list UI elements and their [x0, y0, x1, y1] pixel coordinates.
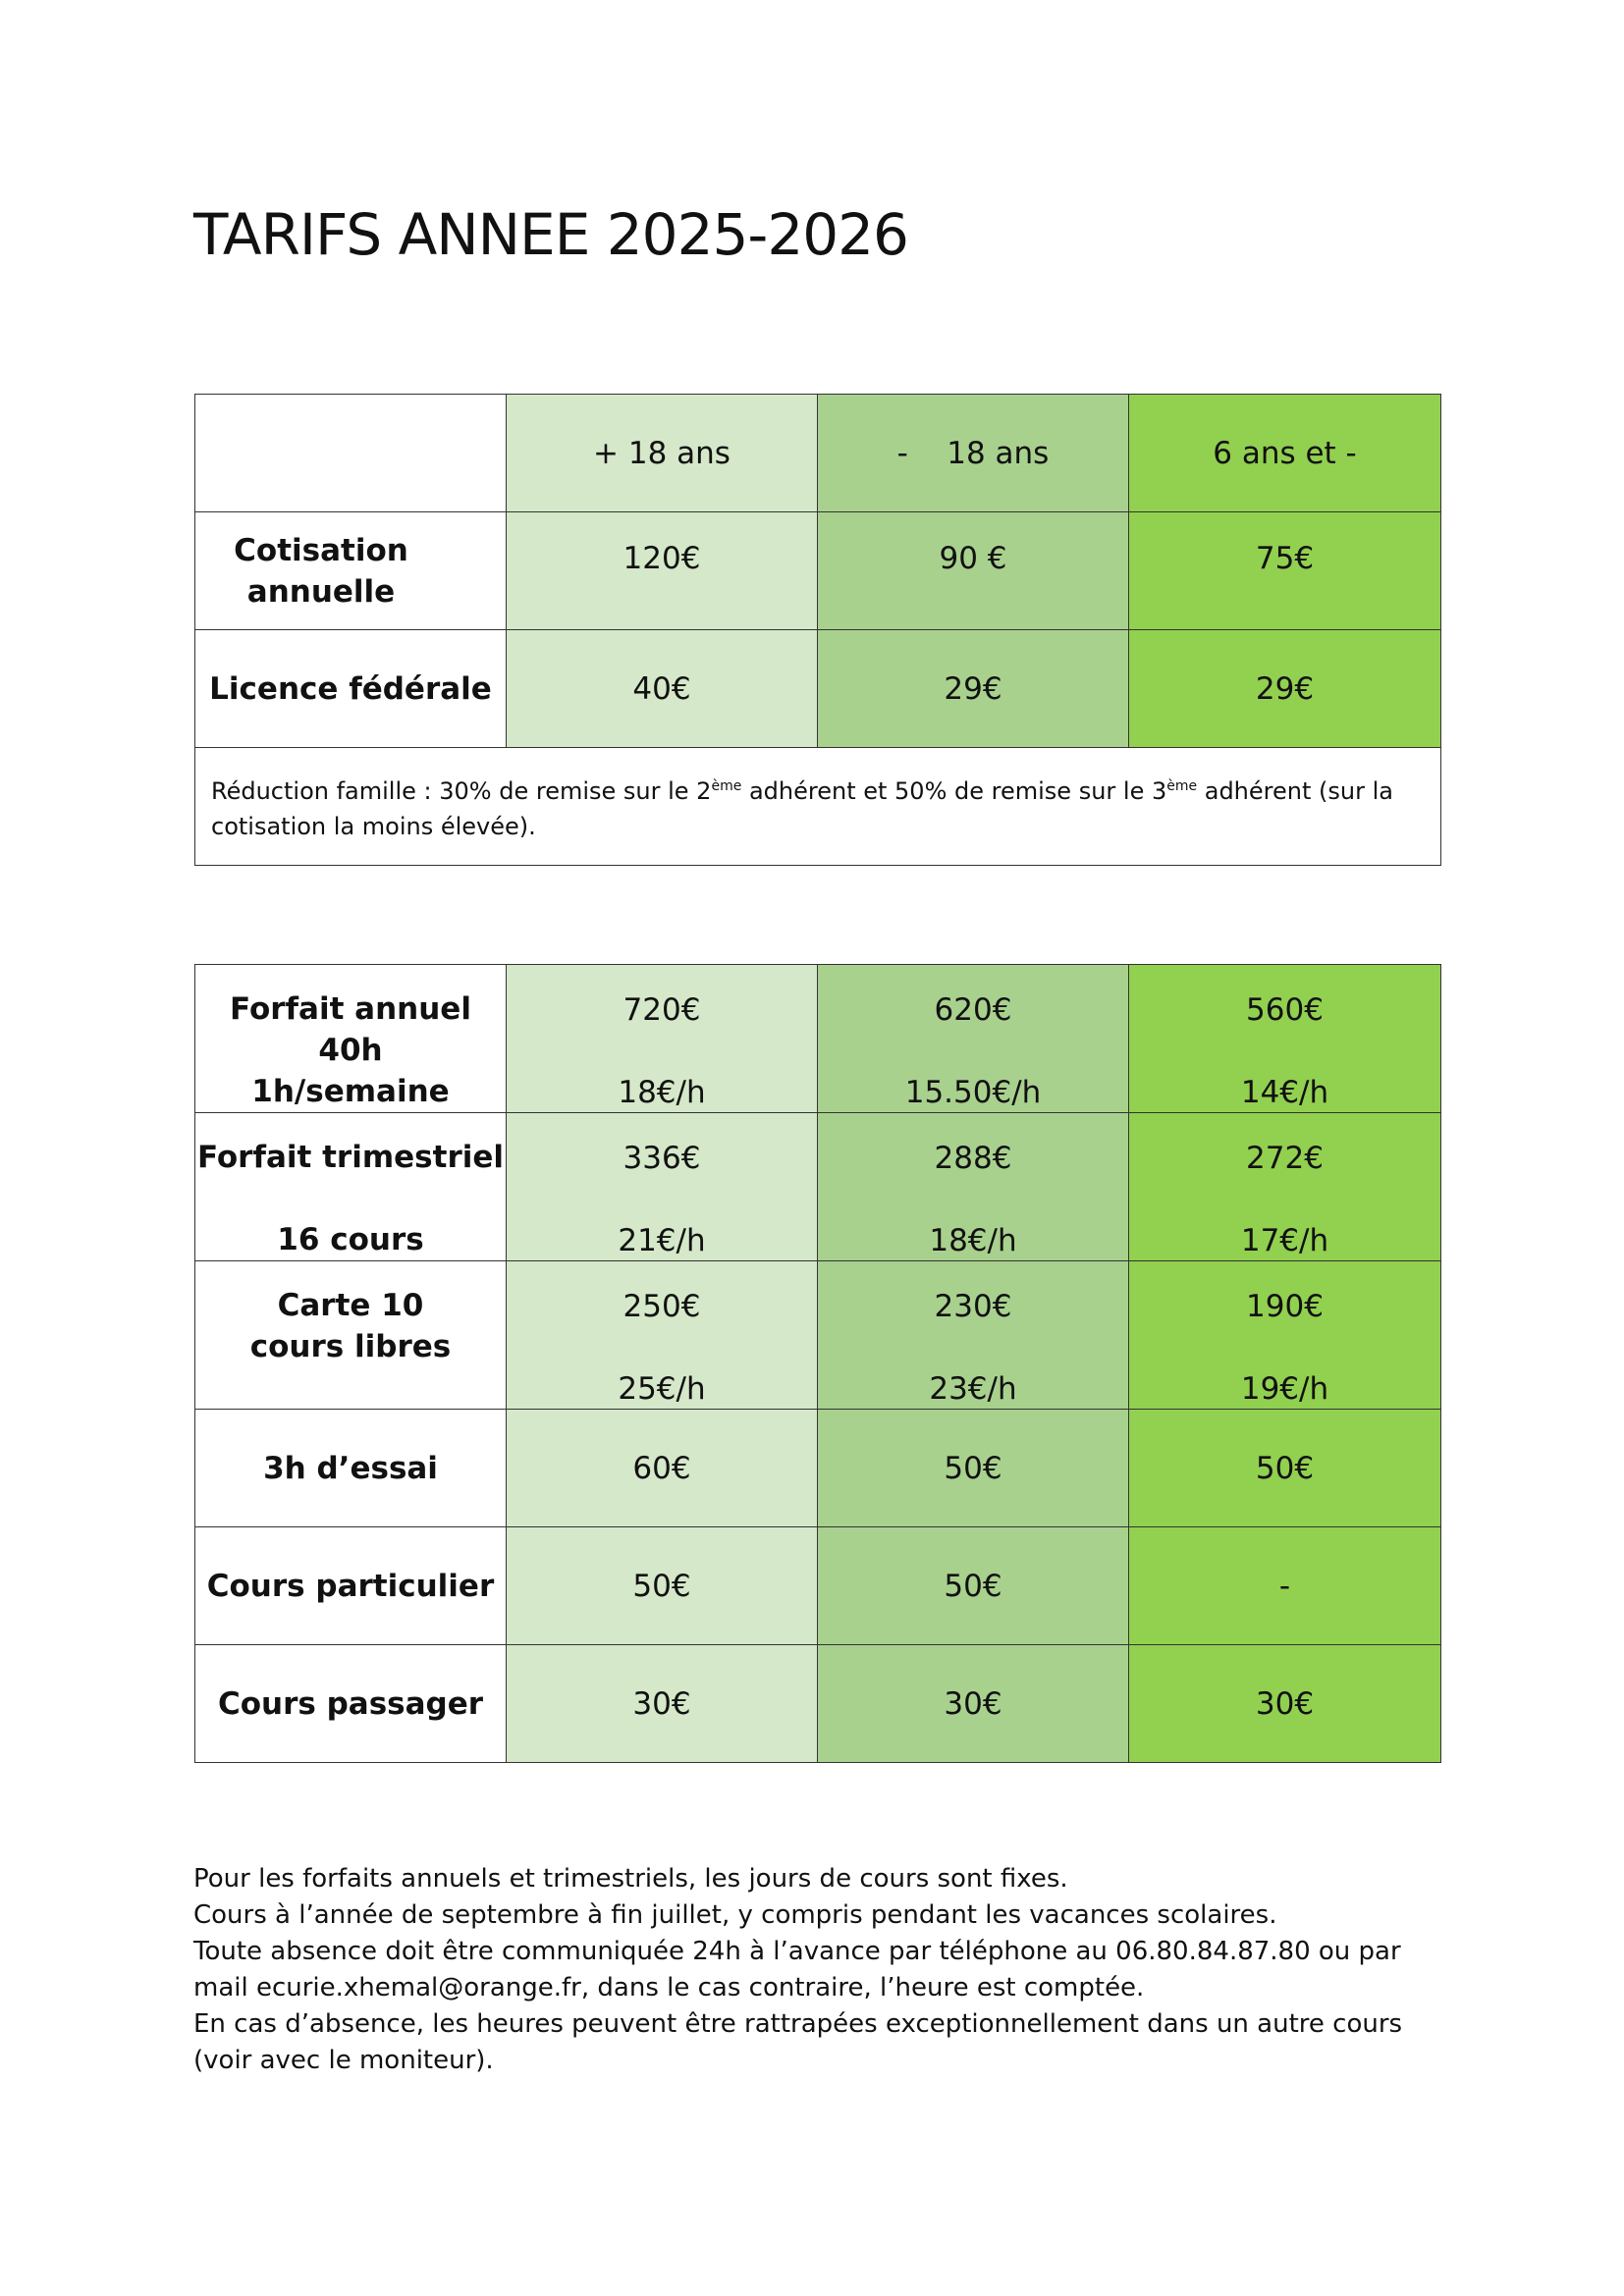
price-cell: [507, 1113, 818, 1261]
price-cell: 50€: [507, 1527, 818, 1645]
price-cell: [818, 1113, 1129, 1261]
price-cell: [1129, 965, 1441, 1113]
price-value: 230€: [934, 1289, 1012, 1324]
price-cell: [507, 1261, 818, 1410]
price-value: 75€: [1255, 540, 1315, 576]
hourly-rate: 14€/h: [1240, 1075, 1329, 1110]
hourly-rate: 23€/h: [929, 1371, 1017, 1407]
row-label-cotisation: Cotisation annuelle: [195, 512, 507, 630]
row-label-particulier: Cours particulier: [195, 1527, 507, 1645]
row-label-forfait-trimestriel: [195, 1113, 507, 1261]
empty-corner-cell: [195, 395, 507, 512]
price-cell: [1129, 1113, 1441, 1261]
table-row: [195, 1113, 1441, 1261]
label-bottom: 16 cours: [277, 1222, 424, 1257]
footer-line: Pour les forfaits annuels et trimestriels, les jours de cours sont fixes.: [193, 1864, 1068, 1894]
table-row: [195, 965, 1441, 1113]
price-value: 560€: [1246, 992, 1324, 1028]
footer-line: En cas d’absence, les heures peuvent être rattrapées exceptionnellement dans un autre cours (voir avec le moniteur).: [193, 2009, 1403, 2075]
price-value: 120€: [623, 540, 701, 576]
price-cell: 30€: [818, 1645, 1129, 1763]
table-row: [195, 1410, 1441, 1527]
note-text: adhérent et 50% de remise sur le 3: [741, 777, 1167, 805]
note-sup: ème: [1166, 778, 1198, 794]
price-cell: [1129, 1261, 1441, 1410]
price-cell: [507, 512, 818, 630]
note-text: Réduction famille : 30% de remise sur le 2: [211, 777, 712, 805]
hourly-rate: 25€/h: [618, 1371, 706, 1407]
price-cell: 29€: [1129, 630, 1441, 748]
packages-table: [194, 964, 1441, 1763]
row-label-passager: Cours passager: [195, 1645, 507, 1763]
price-cell: 29€: [818, 630, 1129, 748]
hourly-rate: 17€/h: [1240, 1223, 1329, 1258]
page-title: TARIFS ANNEE 2025-2026: [193, 201, 908, 268]
footer-line: Toute absence doit être communiquée 24h à l’avance par téléphone au 06.80.84.87.80 ou par mail ecurie.xhemal@orange.fr, dans le cas contraire, l’heure est comptée.: [193, 1937, 1401, 2002]
hourly-rate: 19€/h: [1240, 1371, 1329, 1407]
row-label-licence: Licence fédérale: [195, 630, 507, 748]
hourly-rate: 15.50€/h: [904, 1075, 1042, 1110]
price-cell: 40€: [507, 630, 818, 748]
price-value: 720€: [623, 992, 701, 1028]
price-cell: [818, 1261, 1129, 1410]
family-discount-note: [195, 748, 1441, 866]
price-cell: [818, 512, 1129, 630]
label-bottom: 1h/semaine: [251, 1074, 450, 1109]
price-cell: [1129, 512, 1441, 630]
col-header-minor: [818, 395, 1129, 512]
table-row: [195, 1645, 1441, 1763]
family-note-row: [195, 748, 1441, 866]
note-text: adhérent (sur la cotisation la moins élevée).: [211, 777, 1393, 840]
col-header-adult: + 18 ans: [507, 395, 818, 512]
table-row: [195, 1261, 1441, 1410]
row-label-forfait-annuel: [195, 965, 507, 1113]
price-value: 90 €: [939, 540, 1007, 576]
col-header-minor-label: - 18 ans: [896, 435, 1050, 471]
hourly-rate: 18€/h: [618, 1075, 706, 1110]
price-value: 620€: [934, 992, 1012, 1028]
price-cell: 60€: [507, 1410, 818, 1527]
membership-table: [194, 394, 1441, 866]
table-row: [195, 512, 1441, 630]
label-top: Forfait annuel 40h: [230, 991, 471, 1068]
price-cell: 30€: [1129, 1645, 1441, 1763]
footer-line: Cours à l’année de septembre à fin juillet, y compris pendant les vacances scolaires.: [193, 1900, 1277, 1930]
price-cell: 30€: [507, 1645, 818, 1763]
price-value: 250€: [623, 1289, 701, 1324]
price-cell: 50€: [818, 1410, 1129, 1527]
note-sup: ème: [711, 778, 742, 794]
price-cell: 50€: [1129, 1410, 1441, 1527]
hourly-rate: 21€/h: [618, 1223, 706, 1258]
price-cell: [507, 965, 818, 1113]
table-row: [195, 1527, 1441, 1645]
price-value: 336€: [623, 1141, 701, 1176]
label-top: Forfait trimestriel: [196, 1140, 505, 1175]
price-cell: -: [1129, 1527, 1441, 1645]
table-row: [195, 630, 1441, 748]
row-label-carte-10: [195, 1261, 507, 1410]
col-header-child: 6 ans et -: [1129, 395, 1441, 512]
row-label-essai: 3h d’essai: [195, 1410, 507, 1527]
header-row: [195, 395, 1441, 512]
label-top: Carte 10 cours libres: [249, 1288, 452, 1364]
price-cell: 50€: [818, 1527, 1129, 1645]
price-value: 288€: [934, 1141, 1012, 1176]
price-cell: [818, 965, 1129, 1113]
hourly-rate: 18€/h: [929, 1223, 1017, 1258]
price-value: 190€: [1246, 1289, 1324, 1324]
footer-notes: [193, 1861, 1460, 2079]
price-value: 272€: [1246, 1141, 1324, 1176]
